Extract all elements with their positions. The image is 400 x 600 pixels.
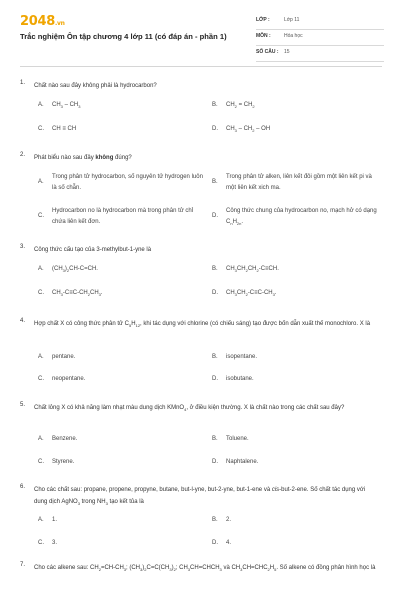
- question-number: 3.: [20, 244, 26, 250]
- option-label: A.: [38, 102, 44, 108]
- option-text: $CH_3CH_2-C\equiv C-CH_3$.: [226, 290, 277, 298]
- meta-key: LỚP :: [256, 17, 270, 23]
- question-number: 7.: [20, 562, 26, 568]
- option-label: B.: [212, 179, 218, 185]
- option-text: Naphtalene.: [226, 459, 259, 465]
- meta-row-count: [256, 46, 384, 62]
- option-text: $CH_3CH_2CH_2-C\equiv CH$.: [226, 266, 279, 274]
- option-text: CH ≡ CH: [52, 126, 77, 132]
- option-label: B.: [212, 102, 218, 108]
- option-label: D.: [212, 213, 218, 219]
- option-text: isobutane.: [226, 376, 254, 382]
- meta-value: Hóa học: [284, 33, 303, 39]
- option-label: B.: [212, 266, 218, 272]
- option-label: C.: [38, 126, 44, 132]
- option-text: pentane.: [52, 354, 76, 360]
- option-label: C.: [38, 376, 44, 382]
- question-text: Chất lỏng X có khả năng làm nhạt màu dung dịch KMnO$_4$, ở điều kiện thường. X là chất nào trong các chất sau đây?: [34, 405, 345, 413]
- question-text: Cho các chất sau: propane, propene, propyne, butane, but-l-yne, but-2-yne, but-1-ene và cis-but-2-ene. Số chất tác dụng với dung dịch AgNO$_3$ trong $NH_3$ tạo kết tủa là: [34, 487, 366, 507]
- option-text: Toluene.: [226, 436, 249, 442]
- question-text: Cho các alkene sau: $CH_2=CH-CH_3$; $(CH_3)_2C=C(CH_3)_2$; $CH_3CH=CHCH_3$ và $CH_3CH=CHC_2H_5$. Số alkene có đồng phân hình học là: [34, 565, 376, 573]
- option-label: D.: [212, 290, 218, 296]
- meta-value: 15: [284, 49, 290, 55]
- logo-main: 2048: [20, 14, 55, 29]
- option-text: Hydrocarbon no là hydrocarbon mà trong phân tử chỉ chứa liên kết đơn.: [52, 208, 194, 225]
- option-label: A.: [38, 266, 44, 272]
- option-label: A.: [38, 517, 44, 523]
- option-text: Công thức chung của hydrocarbon no, mạch hở có dạng $C_nH_{2n}$.: [226, 208, 377, 227]
- logo-tld: .vn: [54, 20, 65, 27]
- question-text: Chất nào sau đây không phải là hydrocarbon?: [34, 83, 157, 89]
- option-label: D.: [212, 459, 218, 465]
- meta-value: Lớp 11: [284, 17, 300, 23]
- question-number: 6.: [20, 484, 26, 490]
- option-text: isopentane.: [226, 354, 258, 360]
- question-number: 5.: [20, 402, 26, 408]
- option-label: A.: [38, 436, 44, 442]
- option-label: C.: [38, 540, 44, 546]
- meta-row-class: [256, 14, 384, 30]
- option-text: 3.: [52, 540, 58, 546]
- option-label: D.: [212, 126, 218, 132]
- option-text: $CH_2 = CH_2$: [226, 102, 255, 110]
- option-text: 4.: [226, 540, 232, 546]
- option-label: B.: [212, 517, 218, 523]
- option-label: D.: [212, 376, 218, 382]
- option-text: Benzene.: [52, 436, 78, 442]
- question-text: Hợp chất X có công thức phân tử $C_5H_{12}$, khi tác dụng với chlorine (có chiếu sáng) tạo được bốn dẫn xuất thế monochloro. X là: [34, 321, 371, 329]
- option-label: A.: [38, 179, 44, 185]
- option-text: Trong phân tử hydrocarbon, số nguyên tử hydrogen luôn là số chẵn.: [52, 174, 203, 191]
- question-number: 2.: [20, 152, 26, 158]
- question-number: 4.: [20, 318, 26, 324]
- option-label: C.: [38, 213, 44, 219]
- option-text: $CH_3 - CH_2$ – OH: [226, 126, 271, 134]
- option-text: Styrene.: [52, 459, 75, 465]
- site-logo[interactable]: [20, 14, 65, 29]
- option-label: D.: [212, 540, 218, 546]
- option-text: 1.: [52, 517, 58, 523]
- option-text: $CH_3 - CH_3$: [52, 102, 81, 110]
- meta-row-subject: [256, 30, 384, 46]
- option-text: $CH_3-C\equiv C-CH_2CH_3$.: [52, 290, 103, 298]
- document-meta: [256, 14, 384, 62]
- document-title: Trắc nghiệm Ôn tập chương 4 lớp 11 (có đáp án - phần 1): [20, 32, 227, 41]
- question-text: Phát biểu nào sau đây không đúng?: [34, 155, 132, 161]
- option-text: neopentane.: [52, 376, 86, 382]
- meta-key: MÔN :: [256, 33, 271, 39]
- option-label: B.: [212, 354, 218, 360]
- option-text: 2.: [226, 517, 232, 523]
- document-header: [0, 0, 400, 62]
- question-text: Công thức cấu tạo của 3-methylbut-1-yne là: [34, 247, 152, 253]
- option-text: $(CH_3)_2CH-C=CH$.: [52, 266, 98, 274]
- option-label: C.: [38, 459, 44, 465]
- question-number: 1.: [20, 80, 26, 86]
- option-label: A.: [38, 354, 44, 360]
- option-label: B.: [212, 436, 218, 442]
- option-text: Trong phân tử alken, liên kết đôi gồm một liên kết pi và một liên kết xich ma.: [226, 174, 372, 191]
- meta-key: SỐ CÂU :: [256, 49, 279, 55]
- option-label: C.: [38, 290, 44, 296]
- header-divider: [20, 66, 382, 67]
